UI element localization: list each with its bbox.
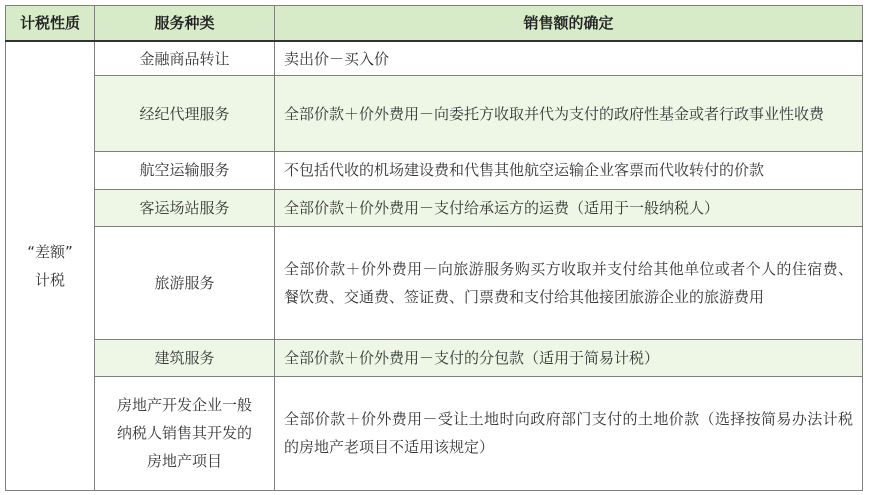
table-row <box>6 76 863 152</box>
service-name: 航空运输服务 <box>95 151 275 189</box>
sales-rule: 全部价款＋价外费用－向旅游服务购买方收取并支付给其他单位或者个人的住宿费、餐饮费、交通费、签证费、门票费和支付给其他接团旅游企业的旅游费用 <box>275 227 863 339</box>
category-label-line-2: 计税 <box>34 271 65 289</box>
sales-rule: 不包括代收的机场建设费和代售其他航空运输企业客票而代收转付的价款 <box>275 151 863 189</box>
service-name <box>95 376 275 490</box>
service-name: 建筑服务 <box>95 339 275 376</box>
table-header-row <box>6 6 863 42</box>
sales-rule: 全部价款＋价外费用－支付给承运方的运费（适用于一般纳税人） <box>275 189 863 227</box>
sales-rule: 卖出价－买入价 <box>275 41 863 76</box>
table-row <box>6 227 863 339</box>
service-name: 客运场站服务 <box>95 189 275 227</box>
table-row <box>6 41 863 76</box>
service-name: 金融商品转让 <box>95 41 275 76</box>
table-row <box>6 189 863 227</box>
sales-rule: 全部价款＋价外费用－受让土地时向政府部门支付的土地价款（选择按简易办法计税的房地产老项目不适用该规定） <box>275 376 863 490</box>
service-name-line-2: 纳税人销售其开发的 <box>116 424 252 443</box>
table-row <box>6 339 863 376</box>
table-row <box>6 151 863 189</box>
header-tax-nature: 计税性质 <box>6 6 95 42</box>
table-row <box>6 376 863 490</box>
sales-amount-table <box>5 5 863 491</box>
sales-rule: 全部价款＋价外费用－支付的分包款（适用于简易计税） <box>275 339 863 376</box>
header-service-type: 服务种类 <box>95 6 275 42</box>
service-name: 经纪代理服务 <box>95 76 275 152</box>
service-name: 旅游服务 <box>95 227 275 339</box>
category-label-line-1: “差额” <box>27 243 73 261</box>
service-name-line-1: 房地产开发企业一般 <box>116 396 252 415</box>
header-sales-amount: 销售额的确定 <box>275 6 863 42</box>
sales-amount-table-container <box>5 5 862 491</box>
category-cell <box>6 41 95 491</box>
sales-rule: 全部价款＋价外费用－向委托方收取并代为支付的政府性基金或者行政事业性收费 <box>275 76 863 152</box>
service-name-line-3: 房地产项目 <box>146 452 222 471</box>
